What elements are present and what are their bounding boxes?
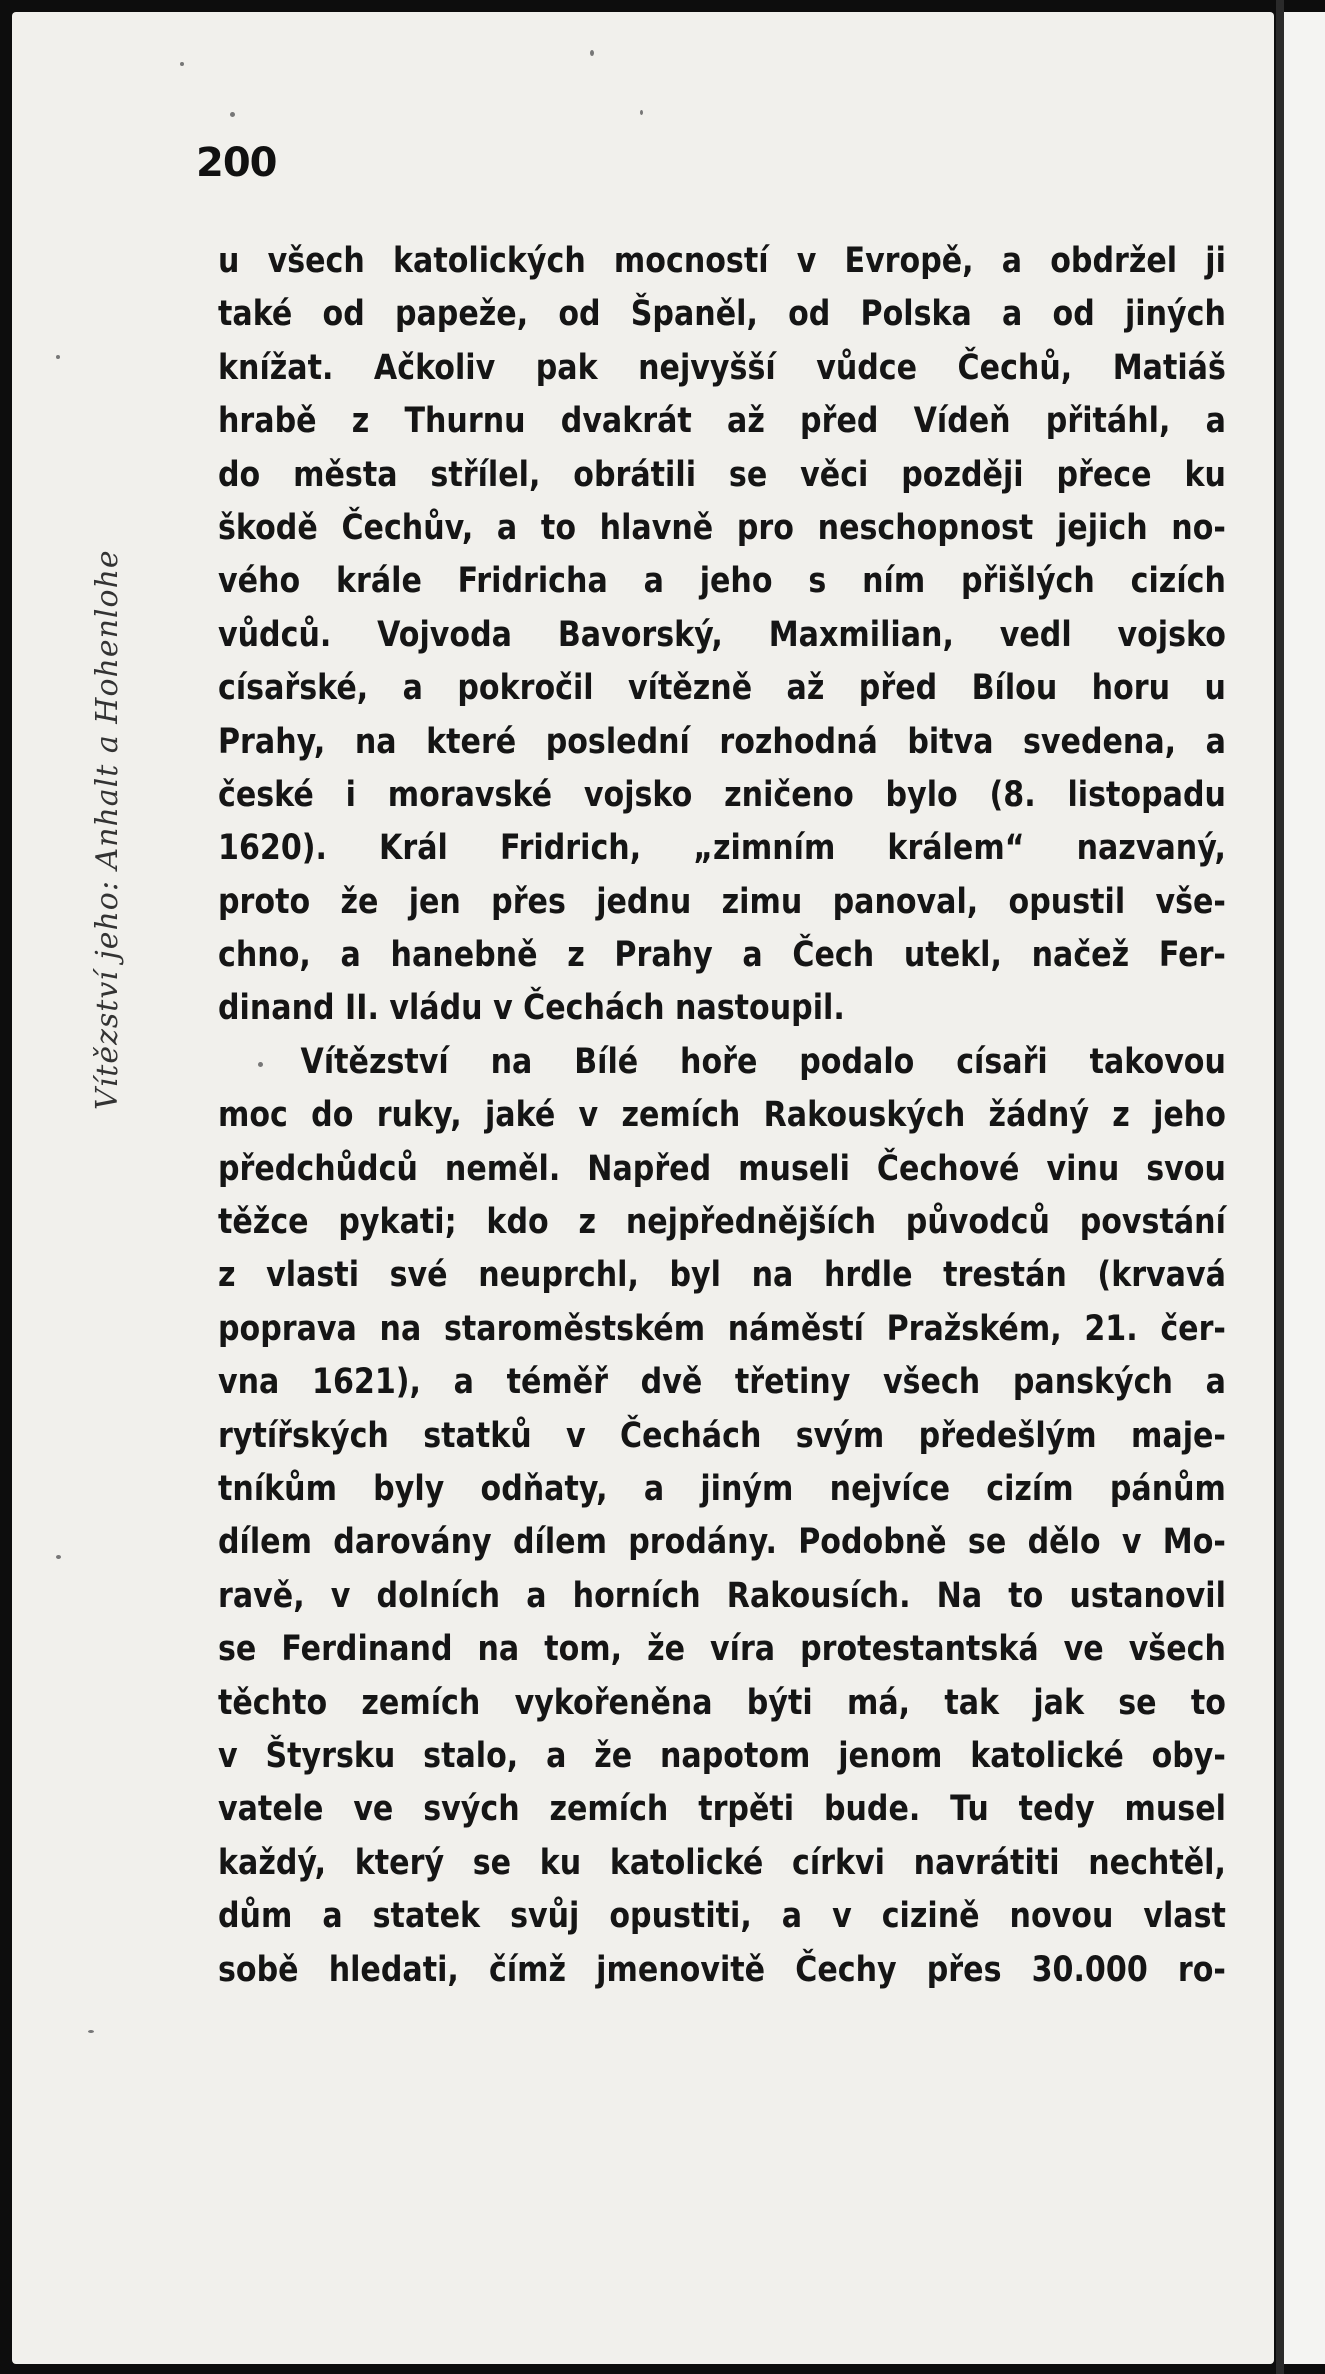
text-line [218,1196,1226,1249]
text-line [218,1677,1226,1730]
text-line-content: rytířských statků v Čechách svým předešlým maje- [218,1415,1226,1456]
text-line-content: dílem darovány dílem prodány. Podobně se dělo v Mo- [218,1522,1226,1563]
text-line-content: také od papeže, od Španěl, od Polska a od jiných [218,294,1226,335]
text-line-content: předchůdců neměl. Napřed museli Čechové vinu svou [218,1148,1226,1189]
text-line-content: knížat. Ačkoliv pak nejvyšší vůdce Čechů, Matiáš [218,347,1226,388]
text-line [218,929,1226,982]
text-line-content: dinand II. vládu v Čechách nastoupil. [218,988,845,1029]
text-line-content: dům a statek svůj opustiti, a v cizině novou vlast [218,1896,1226,1937]
text-line-content: se Ferdinand na tom, že víra protestantská ve všech [218,1629,1226,1670]
text-line-content: vého krále Fridricha a jeho s ním přišlých cizích [218,561,1226,602]
text-line [218,1410,1226,1463]
text-line-content: chno, a hanebně z Prahy a Čech utekl, načež Fer- [218,935,1226,976]
text-line [218,1036,1226,1089]
text-line [218,235,1226,288]
text-line-content: 1620). Král Fridrich, „zimním králem“ nazvaný, [218,828,1226,869]
text-line-content: Prahy, na které poslední rozhodná bitva svedena, a [218,721,1226,762]
paper-speck [88,2030,94,2033]
text-line [218,395,1226,448]
text-line [218,1249,1226,1302]
paper-speck [640,110,643,115]
text-line [218,555,1226,608]
text-line-content: sobě hledati, čímž jmenovitě Čechy přes 30.000 ro- [218,1949,1226,1990]
text-line-content: proto že jen přes jednu zimu panoval, opustil vše- [218,881,1226,922]
text-line-content: z vlasti své neuprchl, byl na hrdle trestán (krvavá [218,1255,1226,1296]
text-line [218,662,1226,715]
text-line-content: každý, který se ku katolické církvi navrátiti nechtěl, [218,1842,1226,1883]
text-line-content: vna 1621), a téměř dvě třetiny všech panských a [218,1362,1226,1403]
text-line [218,1944,1226,1997]
text-line [218,1570,1226,1623]
text-line [218,502,1226,555]
text-line-content: tníkům byly odňaty, a jiným nejvíce cizím pánům [218,1468,1226,1509]
text-line [218,449,1226,502]
text-line-content: v Štyrsku stalo, a že napotom jenom katolické oby- [218,1735,1226,1776]
paragraph-indent [218,1036,301,1089]
text-line [218,1890,1226,1943]
paper-speck [180,62,184,66]
text-line-content: vatele ve svých zemích trpěti bude. Tu tedy musel [218,1789,1226,1830]
text-line-content: císařské, a pokročil vítězně až před Bílou horu u [218,668,1226,709]
text-line [218,1089,1226,1142]
text-line [218,1356,1226,1409]
paper-speck [590,50,594,56]
text-line-content: Vítězství na Bílé hoře podalo císaři takovou [300,1041,1226,1082]
text-line [218,1463,1226,1516]
paper-speck [230,112,235,117]
text-line-content: těžce pykati; kdo z nejpřednějších původců povstání [218,1202,1226,1243]
text-line [218,716,1226,769]
text-line-content: u všech katolických mocností v Evropě, a obdržel ji [218,241,1226,281]
body-text [218,235,1226,1997]
text-line [218,288,1226,341]
next-page-edge [1284,12,1325,2364]
text-line-content: do města střílel, obrátili se věci později přece ku [218,454,1226,495]
text-line-content: hrabě z Thurnu dvakrát až před Vídeň přitáhl, a [218,401,1226,442]
text-line [218,822,1226,875]
text-line [218,1837,1226,1890]
text-line [218,1783,1226,1836]
text-line-content: těchto zemích vykořeněna býti má, tak jak se to [218,1682,1226,1723]
page-gutter [1276,0,1284,2374]
text-line-content: moc do ruky, jaké v zemích Rakouských žádný z jeho [218,1095,1226,1136]
text-line [218,1516,1226,1569]
text-line-content: poprava na staroměstském náměstí Pražském, 21. čer- [218,1308,1226,1349]
text-line [218,769,1226,822]
text-line [218,876,1226,929]
text-line [218,609,1226,662]
text-line-content: vůdců. Vojvoda Bavorský, Maxmilian, vedl vojsko [218,614,1226,655]
text-line [218,1143,1226,1196]
text-line-content: české i moravské vojsko zničeno bylo (8. listopadu [218,774,1226,815]
text-line-content: ravě, v dolních a horních Rakousích. Na to ustanovil [218,1575,1226,1616]
text-line [218,1303,1226,1356]
text-line [218,342,1226,395]
paper-speck [56,355,60,359]
margin-handwritten-note: Vítězství jeho: Anhalt a Hohenlohe [90,549,125,1110]
text-line [218,982,1226,1035]
text-line [218,1623,1226,1676]
paper-speck [56,1555,61,1559]
text-line-content: škodě Čechův, a to hlavně pro neschopnost jejich no- [218,507,1226,548]
text-line [218,1730,1226,1783]
page-number: 200 [196,140,277,186]
